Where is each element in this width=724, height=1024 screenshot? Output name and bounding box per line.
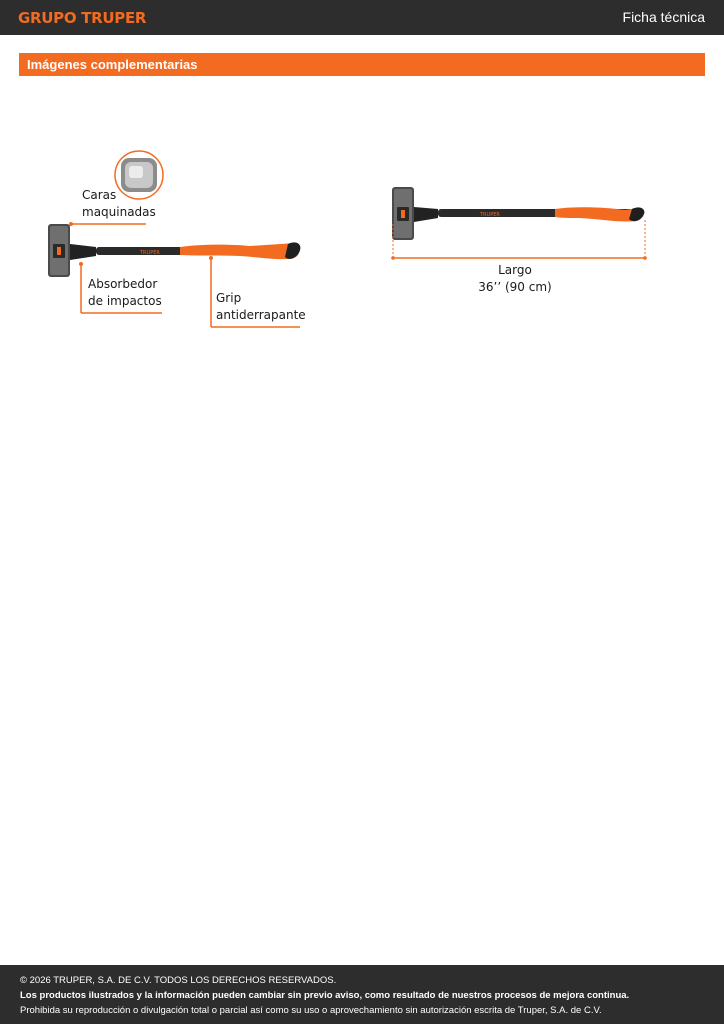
callout-absorber-label: [88, 276, 162, 310]
callout-grip-line1: Grip: [216, 291, 242, 305]
footer-prohibition: Prohibida su reproducción o divulgación total o parcial así como su uso o aprovechamiento sin autorización escrita de Truper, S.A. de C.V.: [20, 1005, 602, 1016]
handle-brand-text: TRUPER: [140, 250, 160, 256]
callout-faces-line1: Caras: [82, 188, 117, 202]
page-header: [0, 0, 724, 35]
length-dimension-label: [455, 262, 575, 296]
handle-brand-text: TRUPER: [480, 212, 500, 218]
sledgehammer-length-image: [380, 180, 660, 270]
length-label: Largo: [498, 263, 532, 277]
hammer-handle: [414, 207, 644, 222]
callout-absorber-line1: Absorbedor: [88, 277, 158, 291]
page-footer: [0, 965, 724, 1024]
length-dimension-line: [391, 220, 647, 260]
callout-faces-line2: maquinadas: [82, 205, 156, 219]
section-title: Imágenes complementarias: [27, 57, 198, 72]
hammer-head: [48, 224, 70, 277]
section-header-bar: [19, 53, 705, 76]
document-type-label: Ficha técnica: [622, 9, 705, 25]
callout-absorber-line2: de impactos: [88, 294, 162, 308]
footer-copyright: © 2026 TRUPER, S.A. DE C.V. TODOS LOS DERECHOS RESERVADOS.: [20, 975, 337, 986]
length-value: 36’’ (90 cm): [478, 280, 552, 294]
footer-notice: Los productos ilustrados y la información pueden cambiar sin previo aviso, como resultado de nuestros procesos de mejora continua.: [20, 990, 630, 1001]
hammer-head: [392, 187, 414, 240]
callout-faces-label: [82, 187, 156, 221]
callout-grip-label: [216, 290, 306, 324]
brand-logo: GRUPO TRUPER: [18, 9, 147, 27]
hammer-handle: [70, 242, 300, 260]
callout-grip-line2: antiderrapante: [216, 308, 306, 322]
